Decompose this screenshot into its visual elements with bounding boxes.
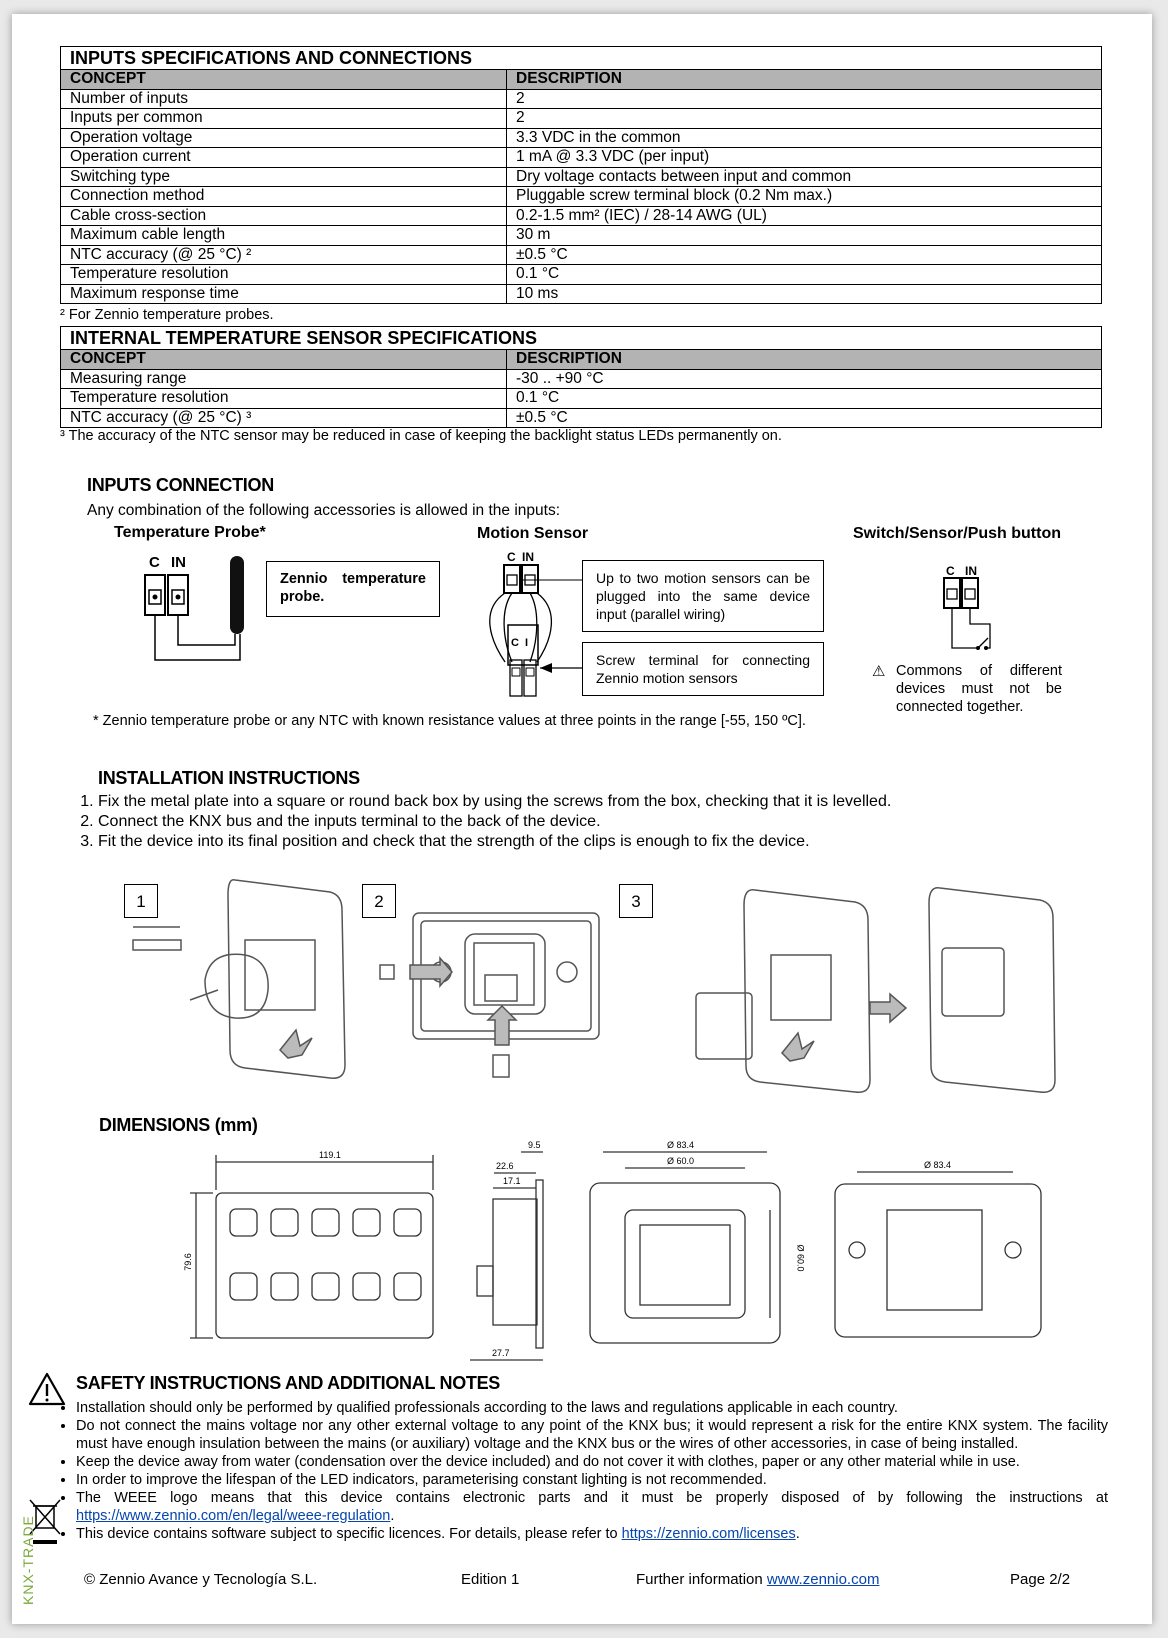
inputs-table-body (61, 89, 1102, 304)
inputs-table-title: INPUTS SPECIFICATIONS AND CONNECTIONS (61, 47, 1102, 70)
dim-plate-inner: Ø 60.0 (667, 1156, 695, 1166)
motion-sensor-label: Motion Sensor (477, 525, 589, 542)
safety-heading: SAFETY INSTRUCTIONS AND ADDITIONAL NOTES (76, 1373, 501, 1393)
dim-depth-4: 27.7 (492, 1348, 510, 1358)
inputs-footnote: ² For Zennio temperature probes. (60, 307, 274, 323)
sensor-table-body (61, 369, 1102, 428)
safety-item-4: • In order to improve the lifespan of the LED indicators, parameterising constant lighting is not recommended. (76, 1471, 1108, 1489)
dim-plate2-outer: Ø 83.4 (924, 1160, 952, 1170)
licenses-link[interactable]: https://zennio.com/licenses (621, 1526, 796, 1542)
safety-item-6-text: This device contains software subject to specific licences. For details, please refer to (76, 1526, 618, 1542)
terminal-c-label: C (149, 554, 160, 571)
sensor-concept-cell: Measuring range (61, 369, 507, 389)
dim-height: 79.6 (182, 1253, 193, 1271)
figure-number-3: 3 (619, 884, 653, 918)
weee-link[interactable]: https://www.zennio.com/en/legal/weee-regulation (76, 1508, 391, 1524)
switch-warning: Commons of different devices must not be connected together. (896, 663, 1062, 715)
sensor-row (61, 369, 1102, 389)
inputs-description-cell: 0.2-1.5 mm² (IEC) / 28-14 AWG (UL) (507, 206, 1102, 226)
inputs-description-cell: 3.3 VDC in the common (507, 128, 1102, 148)
inputs-concept-cell: Maximum response time (61, 284, 507, 304)
safety-list (58, 1399, 1108, 1543)
inputs-description-cell: 10 ms (507, 284, 1102, 304)
inputs-concept-cell: Temperature resolution (61, 265, 507, 285)
motion-callout-2: Screw terminal for connecting Zennio motion sensors (582, 642, 824, 696)
warning-icon: ⚠ (872, 663, 886, 680)
safety-item-1: • Installation should only be performed by qualified professionals according to the laws and regulations applicable in each country. (76, 1399, 1108, 1417)
dim-width: 119.1 (319, 1150, 341, 1160)
footer-page: Page 2/2 (1010, 1571, 1071, 1588)
motion-plug-c: C (511, 637, 519, 649)
sensor-description-cell: ±0.5 °C (507, 408, 1102, 428)
inputs-description-cell: Pluggable screw terminal block (0.2 Nm max.) (507, 187, 1102, 207)
col-concept: CONCEPT (61, 350, 507, 370)
inputs-concept-cell: Cable cross-section (61, 206, 507, 226)
motion-terminal-in: IN (522, 550, 534, 564)
probe-footnote: * Zennio temperature probe or any NTC with known resistance values at three points in the range [-55, 150 ºC]. (93, 713, 806, 729)
inputs-connection-intro: Any combination of the following accessories is allowed in the inputs: (87, 502, 561, 519)
sensor-description-cell: 0.1 °C (507, 389, 1102, 409)
inputs-row (61, 206, 1102, 226)
inputs-row (61, 226, 1102, 246)
footer-copyright: © Zennio Avance y Tecnología S.L. (84, 1571, 318, 1588)
dim-depth-2: 22.6 (496, 1161, 514, 1171)
inputs-row (61, 167, 1102, 187)
footer-further: Further information (636, 1571, 763, 1588)
inputs-description-cell: ±0.5 °C (507, 245, 1102, 265)
switch-label: Switch/Sensor/Push button (853, 525, 1062, 542)
footer-edition: Edition 1 (461, 1571, 520, 1588)
figure-number-2: 2 (362, 884, 396, 918)
inputs-row (61, 89, 1102, 109)
inputs-concept-cell: Number of inputs (61, 89, 507, 109)
sensor-row (61, 389, 1102, 409)
inputs-description-cell: Dry voltage contacts between input and common (507, 167, 1102, 187)
motion-callout-1: Up to two motion sensors can be plugged into the same device input (parallel wiring) (582, 560, 824, 632)
inputs-concept-cell: Switching type (61, 167, 507, 187)
sensor-description-cell: -30 .. +90 °C (507, 369, 1102, 389)
knx-trade-watermark: KNX-TRADE (20, 1515, 36, 1605)
inputs-row (61, 284, 1102, 304)
inputs-concept-cell: Connection method (61, 187, 507, 207)
inputs-concept-cell: Maximum cable length (61, 226, 507, 246)
temp-probe-label: Temperature Probe* (114, 524, 266, 541)
inputs-description-cell: 0.1 °C (507, 265, 1102, 285)
inputs-concept-cell: Operation voltage (61, 128, 507, 148)
safety-item-2: • Do not connect the mains voltage nor any other external voltage to any point of the KNX bus; it would represent a risk for the entire KNX system. The facility must have enough insulation between the mains (or auxiliary) voltage and the KNX bus or the wires of other accessories, in case of being installed. (76, 1417, 1108, 1453)
inputs-row (61, 128, 1102, 148)
col-description: DESCRIPTION (507, 70, 1102, 90)
safety-item-5: • The WEEE logo means that this device contains electronic parts and it must be properly disposed of by following the instructions at https://www.zennio.com/en/legal/weee-regulation. (76, 1489, 1108, 1525)
sensor-table-title: INTERNAL TEMPERATURE SENSOR SPECIFICATIONS (61, 327, 1102, 350)
install-step-3: 3. Fit the device into its final position and check that the strength of the clips is enough to fix the device. (98, 832, 891, 852)
col-concept: CONCEPT (61, 70, 507, 90)
inputs-connection-heading: INPUTS CONNECTION (87, 475, 274, 495)
inputs-row (61, 187, 1102, 207)
dim-plate-outer: Ø 83.4 (667, 1140, 695, 1150)
safety-item-6: • This device contains software subject to specific licences. For details, please refer to https://zennio.com/licenses. (76, 1525, 1108, 1543)
switch-terminal-in: IN (965, 564, 977, 578)
col-description: DESCRIPTION (507, 350, 1102, 370)
motion-terminal-c: C (507, 550, 516, 564)
sensor-concept-cell: NTC accuracy (@ 25 °C) ³ (61, 408, 507, 428)
install-step-1: 1. Fix the metal plate into a square or round back box by using the screws from the box, checking that it is levelled. (98, 792, 891, 812)
inputs-row (61, 245, 1102, 265)
probe-callout: Zennio temperature probe. (266, 561, 440, 617)
dim-depth-3: 17.1 (503, 1176, 521, 1186)
sensor-spec-table (60, 326, 1102, 428)
sensor-concept-cell: Temperature resolution (61, 389, 507, 409)
motion-plug-i: I (525, 637, 529, 649)
inputs-concept-cell: Operation current (61, 148, 507, 168)
footer-website-link[interactable]: www.zennio.com (766, 1571, 880, 1588)
terminal-in-label: IN (171, 554, 186, 571)
inputs-description-cell: 2 (507, 109, 1102, 129)
safety-item-5-text: The WEEE logo means that this device contains electronic parts and it must be properly disposed of by following the instructions at (76, 1490, 1108, 1506)
safety-item-3: • Keep the device away from water (condensation over the device included) and do not cover it with clothes, paper or any other material while in use. (76, 1453, 1108, 1471)
inputs-description-cell: 1 mA @ 3.3 VDC (per input) (507, 148, 1102, 168)
inputs-concept-cell: NTC accuracy (@ 25 °C) ² (61, 245, 507, 265)
inputs-spec-table (60, 46, 1102, 304)
inputs-row (61, 265, 1102, 285)
weee-bin-icon (0, 0, 1, 1)
inputs-row (61, 148, 1102, 168)
inputs-description-cell: 2 (507, 89, 1102, 109)
switch-terminal-c: C (946, 564, 955, 578)
dim-plate-vertical: Ø 60.0 (795, 1244, 806, 1272)
sensor-row (61, 408, 1102, 428)
dim-depth-1: 9.5 (528, 1140, 541, 1150)
inputs-row (61, 109, 1102, 129)
dimensions-heading: DIMENSIONS (mm) (99, 1115, 258, 1135)
inputs-concept-cell: Inputs per common (61, 109, 507, 129)
figure-number-1: 1 (124, 884, 158, 918)
install-step-2: 2. Connect the KNX bus and the inputs terminal to the back of the device. (98, 812, 891, 832)
inputs-description-cell: 30 m (507, 226, 1102, 246)
installation-heading: INSTALLATION INSTRUCTIONS (98, 768, 360, 788)
installation-steps (84, 792, 891, 852)
sensor-footnote: ³ The accuracy of the NTC sensor may be reduced in case of keeping the backlight status LEDs permanently on. (60, 428, 782, 444)
